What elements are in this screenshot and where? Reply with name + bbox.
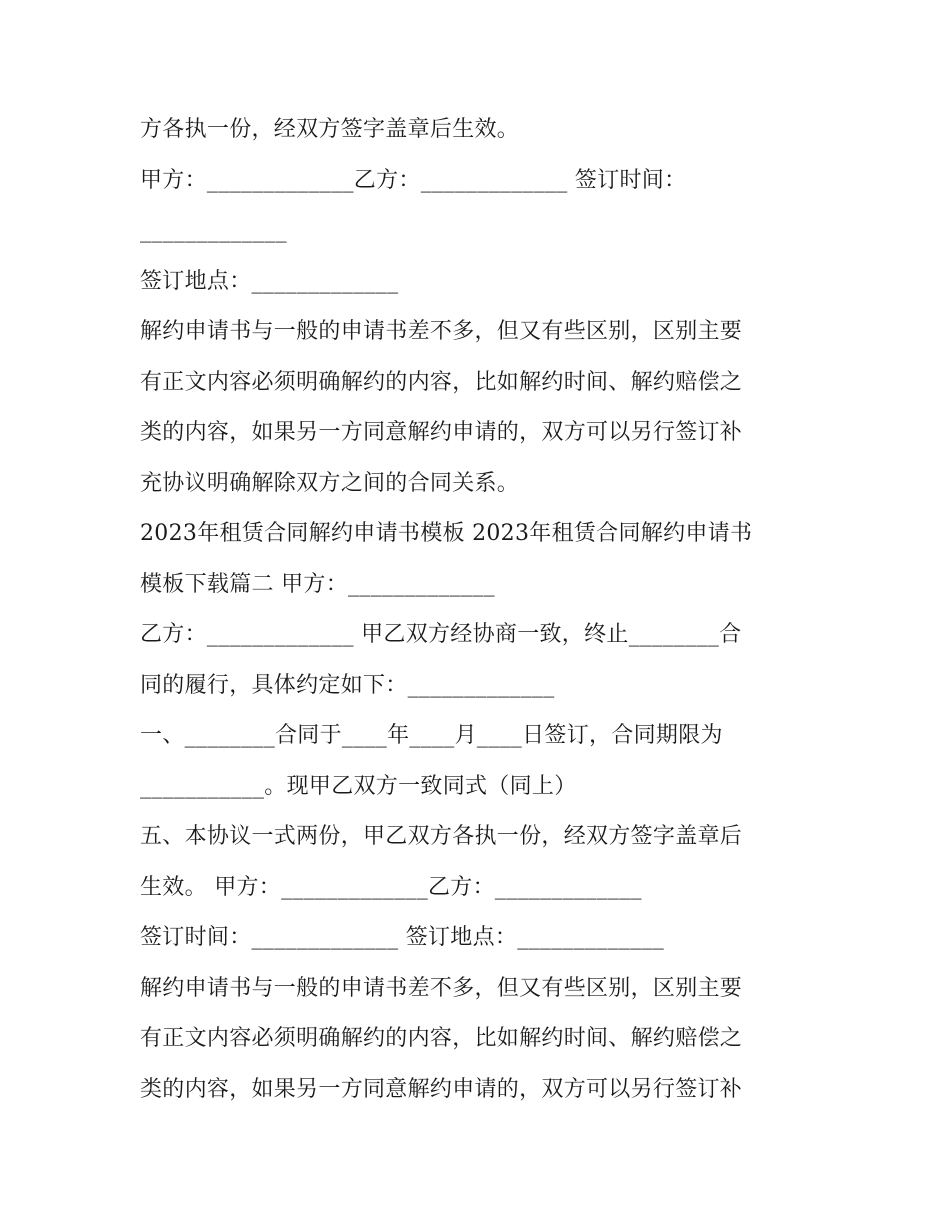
document-body bbox=[140, 105, 820, 1115]
text-line: 解约申请书与一般的申请书差不多，但又有些区别，区别主要 bbox=[140, 319, 743, 344]
text-line: 签订时间：_____________ 签订地点：_____________ bbox=[140, 925, 665, 950]
text-line: 模板下载篇二 甲方：_____________ bbox=[140, 571, 495, 597]
text-line: 方各执一份，经双方签字盖章后生效。 bbox=[140, 117, 520, 142]
text-line: 有正文内容必须明确解约的内容，比如解约时间、解约赔偿之 bbox=[140, 369, 743, 395]
text-line: 乙方：_____________ 甲乙双方经协商一致，终止________合 bbox=[140, 622, 742, 647]
text-line: 有正文内容必须明确解约的内容，比如解约时间、解约赔偿之 bbox=[140, 1026, 743, 1051]
text-line: 2023年租赁合同解约申请书模板 2023年租赁合同解约申请书 bbox=[140, 521, 753, 546]
text-line: 甲方：_____________乙方：_____________ 签订时间： bbox=[140, 167, 687, 193]
text-line: 充协议明确解除双方之间的合同关系。 bbox=[140, 470, 520, 496]
text-line: 类的内容，如果另一方同意解约申请的，双方可以另行签订补 bbox=[140, 1076, 743, 1102]
text-line: 解约申请书与一般的申请书差不多，但又有些区别，区别主要 bbox=[140, 975, 743, 1001]
text-line: 类的内容，如果另一方同意解约申请的，双方可以另行签订补 bbox=[140, 420, 743, 445]
text-line: 一、________合同于____年____月____日签订，合同期限为 bbox=[140, 723, 723, 748]
text-line: _____________ bbox=[140, 218, 287, 243]
text-line: 同的履行，具体约定如下：_____________ bbox=[140, 672, 555, 698]
text-line: 五、本协议一式两份，甲乙双方各执一份，经双方签字盖章后 bbox=[140, 824, 743, 849]
text-line: 生效。 甲方：_____________乙方：_____________ bbox=[140, 874, 642, 900]
text-line: ___________。现甲乙双方一致同式（同上） bbox=[140, 773, 577, 799]
text-line: 签订地点：_____________ bbox=[140, 268, 399, 294]
